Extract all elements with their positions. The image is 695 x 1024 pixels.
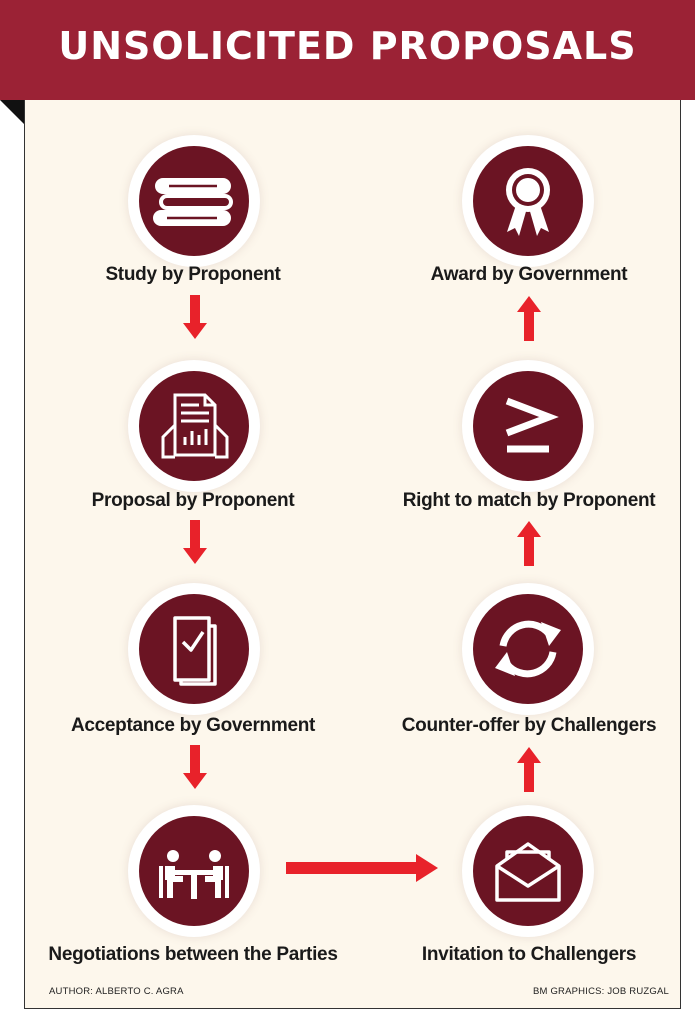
step-award-label: Award by Government (430, 264, 628, 285)
open-envelope-icon (473, 816, 583, 926)
meeting-table-icon (139, 816, 249, 926)
step-negotiations-label: Negotiations between the Parties (48, 944, 338, 965)
arrow-proposal-to-acceptance (183, 520, 207, 566)
author-credit: AUTHOR: ALBERTO C. AGRA (49, 986, 184, 997)
arrow-study-to-proposal (183, 295, 207, 341)
step-study-label: Study by Proponent (105, 264, 281, 285)
step-counter-node (462, 583, 594, 715)
step-award-node (462, 135, 594, 267)
arrow-acceptance-to-negotiations (183, 745, 207, 791)
step-invitation-node (462, 805, 594, 937)
step-match-node (462, 360, 594, 492)
greater-equal-icon (473, 371, 583, 481)
step-counter-label: Counter-offer by Challengers (401, 715, 657, 736)
award-ribbon-icon (473, 146, 583, 256)
step-negotiations-node (128, 805, 260, 937)
banner-fold (0, 100, 24, 124)
books-icon (139, 146, 249, 256)
step-acceptance-node (128, 583, 260, 715)
document-hands-icon (139, 371, 249, 481)
step-match-label: Right to match by Proponent (402, 490, 656, 511)
step-proposal-label: Proposal by Proponent (91, 490, 295, 511)
arrow-match-to-award (517, 295, 541, 341)
checked-folder-icon (139, 594, 249, 704)
step-acceptance-label: Acceptance by Government (70, 715, 316, 736)
step-study-node (128, 135, 260, 267)
arrow-invitation-to-counter (517, 746, 541, 792)
page-title: UNSOLICITED PROPOSALS (58, 24, 637, 68)
refresh-arrows-icon (473, 594, 583, 704)
arrow-counter-to-match (517, 520, 541, 566)
arrow-negotiations-to-invitation (286, 853, 438, 883)
step-proposal-node (128, 360, 260, 492)
graphics-credit: BM GRAPHICS: JOB RUZGAL (532, 986, 669, 997)
step-invitation-label: Invitation to Challengers (421, 944, 637, 965)
